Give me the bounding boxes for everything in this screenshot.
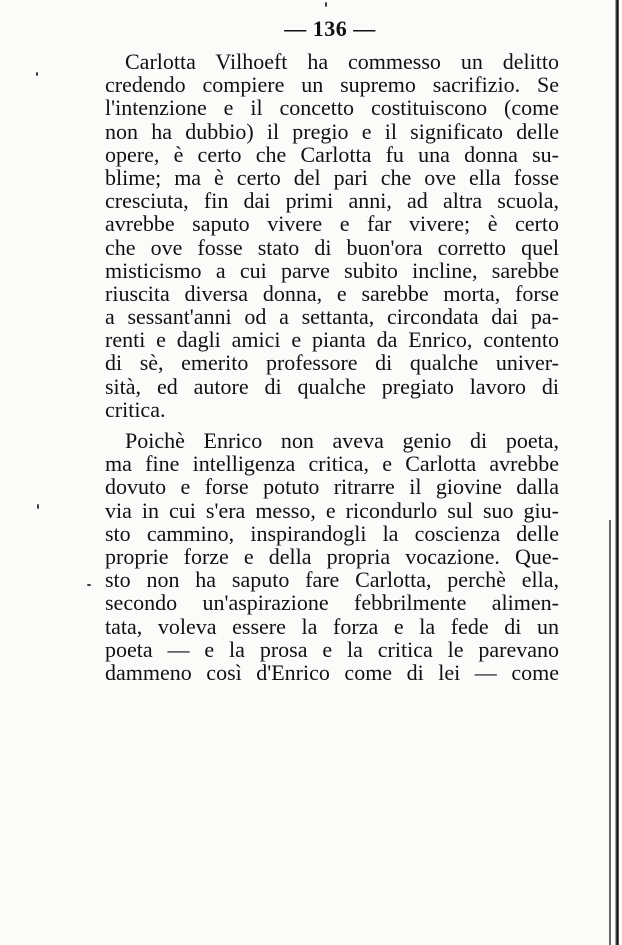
text-line: a sessant'anni od a settanta, circondata dai pa-	[105, 304, 559, 330]
text-line: avrebbe saputo vivere e far vivere; è certo	[105, 211, 559, 237]
text-line: di sè, emerito professore di qualche univer-	[105, 350, 559, 376]
text-line: tata, voleva essere la forza e la fede di un	[105, 613, 559, 639]
text-line: renti e dagli amici e pianta da Enrico, contento	[105, 327, 559, 353]
text-line: riuscita diversa donna, e sarebbe morta, forse	[105, 280, 559, 306]
text-line: cresciuta, fin dai primi anni, ad altra scuola,	[105, 188, 559, 214]
text-line: sto non ha saputo fare Carlotta, perchè ella,	[105, 567, 559, 593]
text-line: che ove fosse stato di buon'ora corretto quel	[105, 234, 559, 260]
text-line: misticismo a cui parve subito incline, sarebbe	[105, 257, 559, 283]
text-line: non ha dubbio) il pregio e il significato delle	[105, 118, 559, 144]
text-line: Poichè Enrico non aveva genio di poeta,	[125, 428, 559, 453]
text-line: Carlotta Vilhoeft ha commesso un delitto	[125, 49, 559, 74]
text-line: poeta — e la prosa e la critica le parevano	[105, 636, 559, 662]
print-speck	[37, 504, 39, 509]
body-text	[105, 50, 559, 684]
text-line: dovuto e forse potuto ritrarre il giovine dalla	[105, 474, 559, 500]
print-speck	[36, 72, 38, 76]
page-number: — 136 —	[284, 16, 376, 41]
text-line: proprie forze e della propria vocazione. Que-	[105, 543, 559, 569]
text-line: sità, ed autore di qualche pregiato lavoro di	[105, 373, 559, 399]
text-line: dammeno così d'Enrico come di lei — come	[105, 659, 559, 685]
page-edge-shadow	[615, 0, 619, 945]
text-line: critica.	[105, 396, 166, 422]
text-line: ma fine intelligenza critica, e Carlotta avrebbe	[105, 451, 559, 477]
paragraph-1	[105, 50, 559, 421]
text-line: opere, è certo che Carlotta fu una donna su-	[105, 141, 559, 167]
text-line: via in cui s'era messo, e ricondurlo sul suo giu-	[105, 497, 559, 523]
paragraph-2	[105, 429, 559, 684]
text-line: blime; ma è certo del pari che ove ella fosse	[105, 164, 559, 190]
page-edge-line	[609, 520, 611, 945]
text-line: sto cammino, inspirandogli la coscienza delle	[105, 520, 559, 546]
print-speck	[325, 2, 327, 7]
text-line: secondo un'aspirazione febbrilmente alimen-	[105, 590, 559, 616]
text-line: credendo compiere un supremo sacrifizio. Se	[105, 72, 559, 98]
print-speck	[87, 584, 91, 586]
text-line: l'intenzione e il concetto costituiscono (come	[105, 95, 559, 121]
